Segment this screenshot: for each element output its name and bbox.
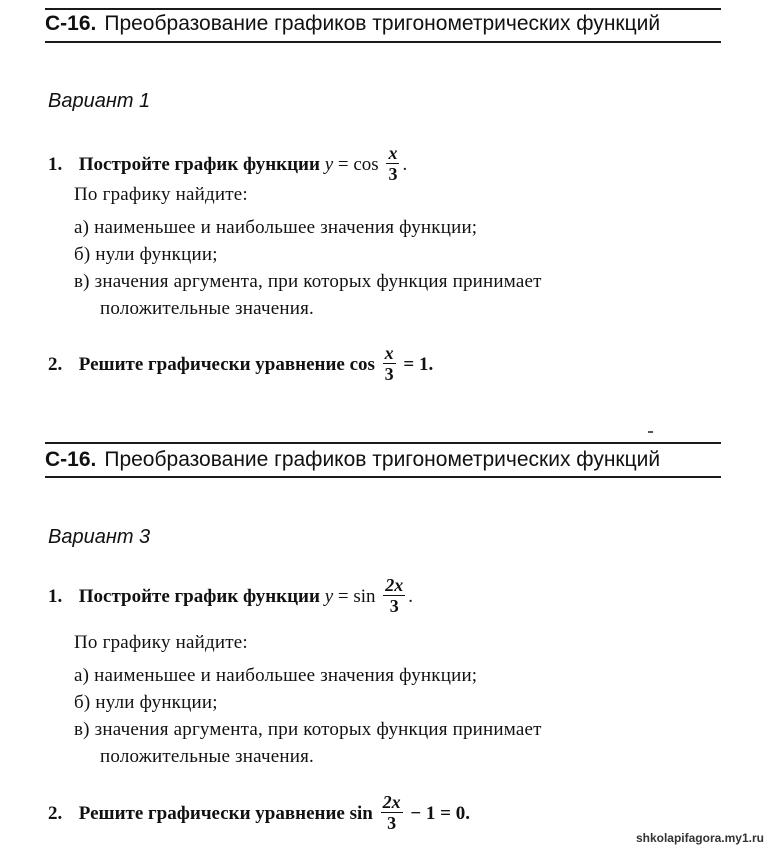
section-1-header [45,12,660,36]
math-func: cos [353,153,379,175]
task-number: 2. [48,802,63,824]
section-2-bottom-rule [45,476,721,478]
section-1-task-1 [48,145,407,186]
section-2-item-c-cont: положительные значения. [100,746,314,767]
section-1-find-intro: По графику найдите: [74,184,248,205]
section-1-variant: Вариант 1 [48,90,151,112]
section-2-item-a: а) наименьшее и наибольшее значения функции; [74,665,478,686]
section-2-code: С-16. [45,448,97,471]
section-2-find-intro: По графику найдите: [74,632,248,653]
math-func: sin [349,802,373,824]
section-1-task-2 [48,345,433,386]
fraction-denominator: 3 [389,596,399,616]
fraction-numerator: x [388,143,398,163]
section-1-title: Преобразование графиков тригонометрических функций [104,12,661,35]
math-end: . [408,585,414,607]
math-func: cos [349,353,375,375]
math-fraction [386,143,399,184]
math-tail: − 1 = 0. [410,802,470,824]
section-1-item-c: в) значения аргумента, при которых функция принимает [74,271,542,292]
section-2-title: Преобразование графиков тригонометрических функций [104,448,661,471]
fraction-denominator: 3 [384,364,394,384]
watermark: shkolapifagora.my1.ru [635,831,764,845]
task-text: Решите графически уравнение [78,353,345,375]
math-end: . [402,153,408,175]
math-var: y [324,153,334,175]
task-number: 1. [48,585,63,607]
fraction-numerator: 2x [385,575,404,595]
section-2-task-2 [48,794,470,835]
math-eq: = [337,153,349,175]
math-fraction [383,575,405,616]
section-2-task-1 [48,577,413,618]
section-2-item-c: в) значения аргумента, при которых функция принимает [74,719,542,740]
section-1-item-a: а) наименьшее и наибольшее значения функции; [74,217,478,238]
math-func: sin [353,585,376,607]
section-1-code: С-16. [45,12,97,35]
task-text: Постройте график функции [78,153,320,175]
fraction-numerator: x [384,343,394,363]
math-var: y [324,585,334,607]
task-number: 2. [48,353,63,375]
section-2-top-rule [45,442,721,444]
fraction-denominator: 3 [387,813,397,833]
math-fraction [383,343,396,384]
section-2-variant: Вариант 3 [48,526,151,548]
section-2-header [45,448,660,472]
scan-dot [648,431,653,433]
math-eq: = [337,585,349,607]
task-number: 1. [48,153,63,175]
section-1-item-b: б) нули функции; [74,244,218,265]
section-1-item-c-cont: положительные значения. [100,298,314,319]
fraction-denominator: 3 [388,164,398,184]
task-text: Решите графически уравнение [78,802,345,824]
section-1-top-rule [45,8,721,10]
math-fraction [381,792,403,833]
task-text: Постройте график функции [78,585,320,607]
math-tail: = 1. [403,353,434,375]
section-1-bottom-rule [45,41,721,43]
section-2-item-b: б) нули функции; [74,692,218,713]
fraction-numerator: 2x [382,792,401,812]
